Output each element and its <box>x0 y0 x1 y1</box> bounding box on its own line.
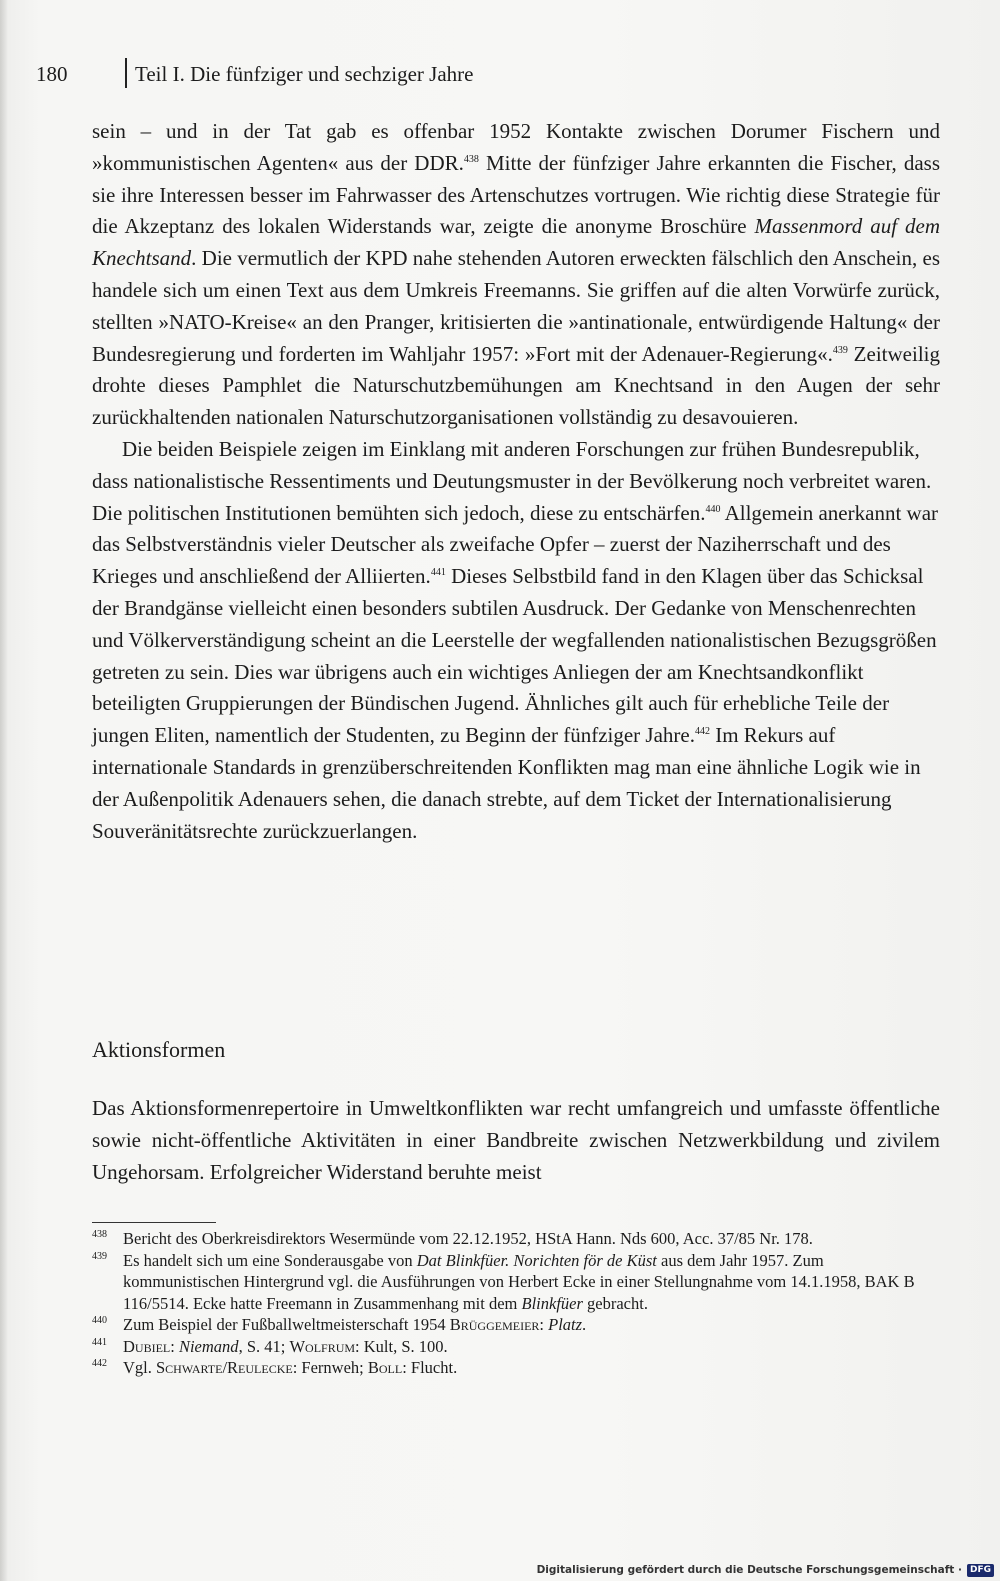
footnote-ref-440[interactable]: 440 <box>705 503 721 515</box>
footnote-text: Dubiel: Niemand, S. 41; Wolfrum: Kult, S. 100. <box>123 1336 448 1356</box>
section-text <box>92 1093 940 1188</box>
header-separator <box>125 58 127 88</box>
footnote-text: Es handelt sich um eine Sonderausgabe von Dat Blinkfüer. Norichten för de Küst aus dem Jahr 1957. Zum kommunistischen Hintergrund vgl. die Ausführungen von Herbert Ecke in einer Stellungnahme vom 14.1.1958, BAK B 116/5514. Ecke hatte Freemann in Zusammenhang mit dem Blinkfüer gebracht. <box>123 1250 915 1313</box>
footnote-ref-442[interactable]: 442 <box>694 726 710 738</box>
footnote-ref-439[interactable]: 439 <box>832 344 848 356</box>
page-gutter-shadow <box>0 0 8 1581</box>
running-header <box>36 58 936 92</box>
footnote-number: 439 <box>92 1250 107 1262</box>
running-title: Teil I. Die fünfziger und sechziger Jahre <box>135 62 474 86</box>
page-number: 180 <box>36 62 68 86</box>
footnote-441 <box>92 1336 940 1358</box>
digitization-credit <box>537 1562 994 1578</box>
footnote-ref-438[interactable]: 438 <box>463 153 479 165</box>
footnote-442 <box>92 1357 940 1379</box>
footnote-text: Vgl. Schwarte/Reulecke: Fernweh; Boll: Flucht. <box>123 1358 458 1377</box>
brochure-title: Massenmord auf dem Knechtsand <box>92 214 940 271</box>
dfg-logo-icon: DFG <box>967 1564 994 1577</box>
footnote-438 <box>92 1228 940 1250</box>
footnote-number: 440 <box>92 1315 107 1326</box>
footnote-440 <box>92 1314 940 1336</box>
main-text <box>92 116 940 847</box>
paragraph-2: Die beiden Beispiele zeigen im Einklang mit anderen Forschungen zur frühen Bundesrepublik, dass nationalistische Ressentiments und Deutungsmuster in der Bevölkerung noch verbreitet waren. Die politischen Institutionen bemühten sich jedoch, diese zu entschärfen.$^{440}$ Allgemein anerkannt war das Selbstverständnis vieler Deutscher als zweifache Opfer – zuerst der Naziherrschaft und des Krieges und anschließend der Alliierten.$^{441}$ Dieses Selbstbild fand in den Klagen über das Schicksal der Brandgänse vielleicht einen besonders subtilen Ausdruck. Der Gedanke von Menschenrechten und Völkerverständigung scheint an die Leerstelle der wegfallenden nationalistischen Bezugsgrößen getreten zu sein. Dies war übrigens auch ein wichtiges Anliegen der am Knechtsandkonflikt beteiligten Gruppierungen der Bündischen Jugend. Ähnliches gilt auch für erhebliche Teile der jungen Eliten, namentlich der Studenten, zu Beginn der fünfziger Jahre.$^{442}$ Im Rekurs auf internationale Standards in grenzüberschreitenden Konflikten mag man eine ähnliche Logik wie in der Außenpolitik Adenauers sehen, die danach strebte, auf dem Ticket der Internationalisierung Souveränitätsrechte zurückzuerlangen. <box>92 436 939 843</box>
footnotes <box>92 1228 940 1379</box>
footnote-number: 441 <box>92 1336 107 1348</box>
paragraph-3: Das Aktionsformenrepertoire in Umweltkonflikten war recht umfangreich und umfasste öffentliche sowie nicht-öffentliche Aktivitäten in einer Bandbreite zwischen Netzwerkbildung und zivilem Ungehorsam. Erfolgreicher Widerstand beruhte meist <box>92 1096 940 1184</box>
footnote-text: Bericht des Oberkreisdirektors Wesermünde vom 22.12.1952, HStA Hann. Nds 600, Acc. 37/85 Nr. 178. <box>123 1229 813 1248</box>
footnote-439 <box>92 1250 940 1315</box>
paragraph-1: sein – und in der Tat gab es offenbar 1952 Kontakte zwischen Dorumer Fischern und »kommunistischen Agenten« aus der DDR.$^{438}$ Mitte der fünfziger Jahre erkannten die Fischer, dass sie ihre Interessen besser im Fahrwasser des Artenschutzes vortrugen. Wie richtig diese Strategie für die Akzeptanz des lokalen Widerstands war, zeigte die anonyme Broschüre Massenmord auf dem Knechtsand. Die vermutlich der KPD nahe stehenden Autoren erweckten fälschlich den Anschein, es handele sich um einen Text aus dem Umkreis Freemanns. Sie griffen auf die alten Vorwürfe zurück, stellten »NATO-Kreise« an den Pranger, kritisierten die »antinationale, entwürdigende Haltung« der Bundesregierung und forderten im Wahljahr 1957: »Fort mit der Adenauer-Regierung«.$^{439}$ Zeitweilig drohte dieses Pamphlet die Naturschutzbemühungen am Knechtsand in den Augen der sehr zurückhaltenden nationalen Naturschutzorganisationen vollständig zu desavouieren. <box>92 119 940 430</box>
footnote-divider <box>92 1222 216 1223</box>
footnote-text: Zum Beispiel der Fußballweltmeisterschaft 1954 Brüggemeier: Platz. <box>123 1315 587 1334</box>
footnote-ref-441[interactable]: 441 <box>430 567 446 579</box>
section-heading: Aktionsformen <box>92 1037 226 1062</box>
digitization-credit-text: Digitalisierung gefördert durch die Deutsche Forschungsgemeinschaft · <box>536 1564 962 1576</box>
footnote-number: 442 <box>92 1358 107 1369</box>
footnote-number: 438 <box>92 1229 107 1240</box>
